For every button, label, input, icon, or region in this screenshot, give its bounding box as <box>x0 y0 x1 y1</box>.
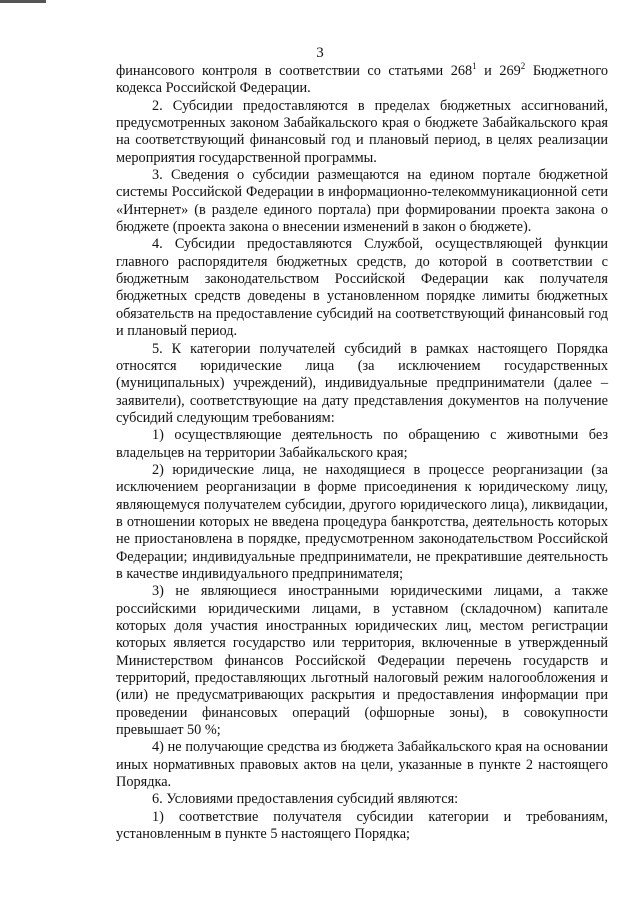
paragraph-p7 <box>116 583 608 739</box>
paragraph-p4 <box>116 341 608 428</box>
paragraph-p10 <box>116 809 608 844</box>
paragraph-text: 4) не получающие средства из бюджета Забайкальского края на основании иных нормативных правовых актов на цели, указанные в пункте 2 настоящего Порядка. <box>116 739 608 791</box>
paragraph-p6 <box>116 462 608 583</box>
footnote-superscript: 2 <box>520 61 526 71</box>
paragraph-p3 <box>116 236 608 340</box>
document-body <box>116 63 608 843</box>
paragraph-p5 <box>116 427 608 462</box>
paragraph-text: 3) не являющиеся иностранными юридическими лицами, а также российскими юридическими лицами, в уставном (складочном) капитале которых доля участия иностранных юридических лиц, местом регистрации которых является государство или территория, включенные в утвержденный Министерством финансов Российской Федерации перечень государств и территорий, предоставляющих льготный налоговый режим налогообложения и (или) не предусматривающих раскрытия и предоставления информации при проведении финансовых операций (офшорные зоны), в совокупности превышает 50 %; <box>116 583 608 739</box>
page-number: 3 <box>316 45 324 61</box>
paragraph-text: 5. К категории получателей субсидий в рамках настоящего Порядка относятся юридические лица (за исключением государственных (муниципальных) учреждений), индивидуальные предприниматели (далее – заявители), соответствующие на дату представления документов на получение субсидий следующим требованиям: <box>116 340 608 426</box>
paragraph-p0 <box>116 63 608 98</box>
paragraph-p9 <box>116 791 608 808</box>
paragraph-text: 2) юридические лица, не находящиеся в процессе реорганизации (за исключением реорганизации в форме присоединения к юридическому лицу, являющемуся получателем субсидии, другого юридического лица), ликвидации, в отношении которых не введена процедура банкротства, деятельность которых не приостановлена в порядке, предусмотренном законодательством Российской Федерации; индивидуальные предприниматели, не прекратившие деятельность в качестве индивидуального предпринимателя; <box>116 461 608 582</box>
scan-edge-mark <box>0 0 46 3</box>
footnote-superscript: 1 <box>472 61 477 71</box>
paragraph-text: 1) осуществляющие деятельность по обращению с животными без владельцев на территории Забайкальского края; <box>116 427 608 461</box>
paragraph-text: финансового контроля в соответствии со статьями 268 <box>116 63 473 79</box>
paragraph-p1 <box>116 98 608 167</box>
paragraph-text: 4. Субсидии предоставляются Службой, осуществляющей функции главного распорядителя бюджетных средств, до которой в соответствии с бюджетным законодательством Российской Федерации как получателя бюджетных средств доведены в установленном порядке лимиты бюджетных обязательств на предоставление субсидий на соответствующий финансовый год и плановый период. <box>116 236 608 340</box>
paragraph-text: Бюджетного кодекса Российской Федерации. <box>116 63 608 97</box>
paragraph-text: 1) соответствие получателя субсидии категории и требованиям, установленным в пункте 5 настоящего Порядка; <box>116 808 608 843</box>
paragraph-text: 2. Субсидии предоставляются в пределах бюджетных ассигнований, предусмотренных законом Забайкальского края о бюджете Забайкальского края на соответствующий финансовый год и плановый период, в целях реализации мероприятия государственной программы. <box>116 97 608 166</box>
paragraph-text: и 269 <box>476 63 521 79</box>
paragraph-p8 <box>116 739 608 791</box>
paragraph-p2 <box>116 167 608 236</box>
paragraph-text: 6. Условиями предоставления субсидий являются: <box>152 791 459 808</box>
paragraph-text: 3. Сведения о субсидии размещаются на едином портале бюджетной системы Российской Федерации в информационно-телекоммуникационной сети «Интернет» (в разделе единого портала) при формировании проекта закона о бюджете (проекта закона о внесении изменений в закон о бюджете). <box>116 167 608 236</box>
